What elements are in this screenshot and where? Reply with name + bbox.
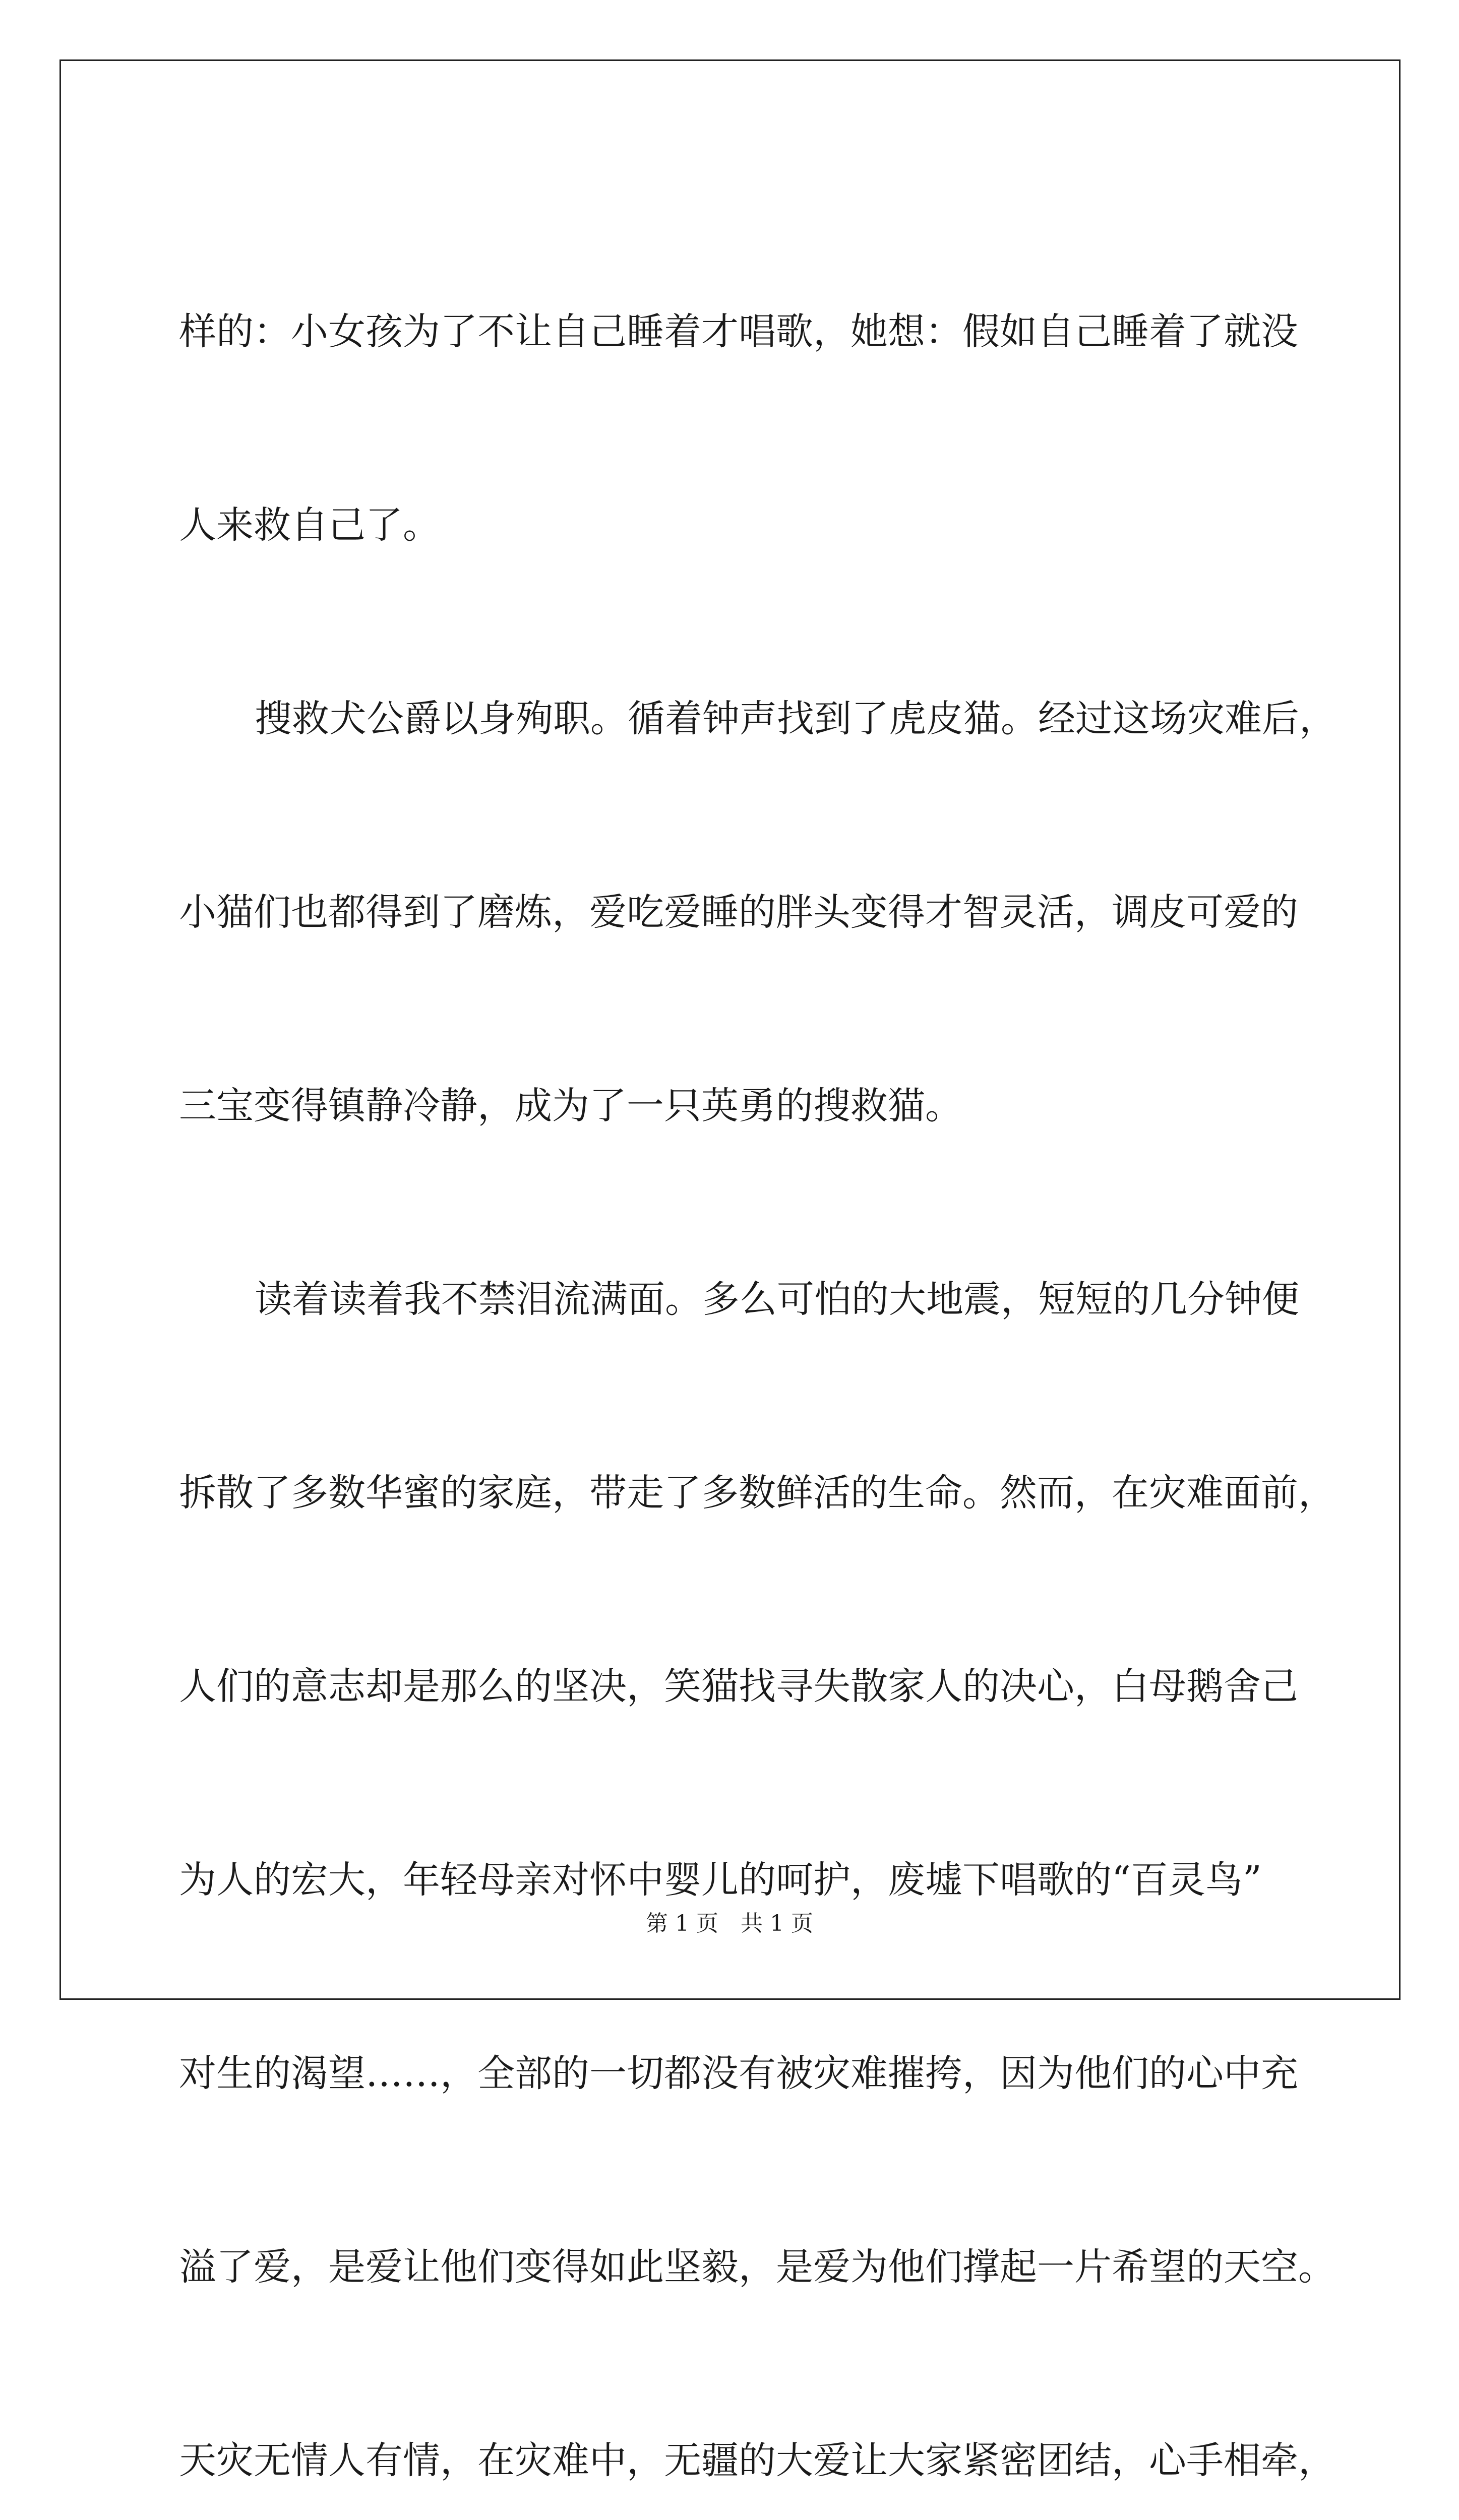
text-line: 溢了爱，是爱让他们变得如此坚毅，是爱为他们撑起一片希望的天空。 [179, 2245, 1335, 2289]
text-line: 为人的宏大，年轻母亲对怀中婴儿的呵护，废墟下唱歌的“百灵鸟” [179, 1858, 1262, 1902]
text-line: 样的：小女孩为了不让自己睡着才唱歌，她想：假如自己睡着了就没 [179, 310, 1298, 353]
text-line: 三宝变得镇静冷静，成为了一只英勇的搜救猫。 [179, 1084, 962, 1127]
text-line: 对生的渴望……，全部的一切都没有被灾难摧挎，因为他们的心中充 [179, 2052, 1298, 2095]
paragraph-start-line: 搜救犬公爵以身殉职。循着钟声找到了虎皮猫。经过这场灾难后， [255, 697, 1336, 740]
text-line: 人们的意志却是那么的坚决，笑猫找寻失散家人的决心，白母鹅舍己 [179, 1665, 1298, 1708]
text-line: 拆散了多数华蜜的家庭，带走了多数鲜活的生命。然而，在灾难面前， [179, 1471, 1335, 1515]
text-line: 天灾无情人有情，在灾难中，无疆的大爱让大家紧密团结，心手相牵， [179, 2439, 1335, 2482]
text-line: 小猫们也都得到了磨炼，爱吃爱睡的胖头变得才智灵活，调皮可爱的 [179, 891, 1298, 934]
paragraph-start-line: 读着读着我不禁泪流满面。多么可怕的大地震，短短的几分钟便 [255, 1278, 1299, 1321]
document-body [179, 186, 1336, 2520]
page-number-footer: 第 1 页 共 1 页 [646, 1911, 813, 1936]
text-line: 人来救自己了。 [179, 503, 440, 547]
